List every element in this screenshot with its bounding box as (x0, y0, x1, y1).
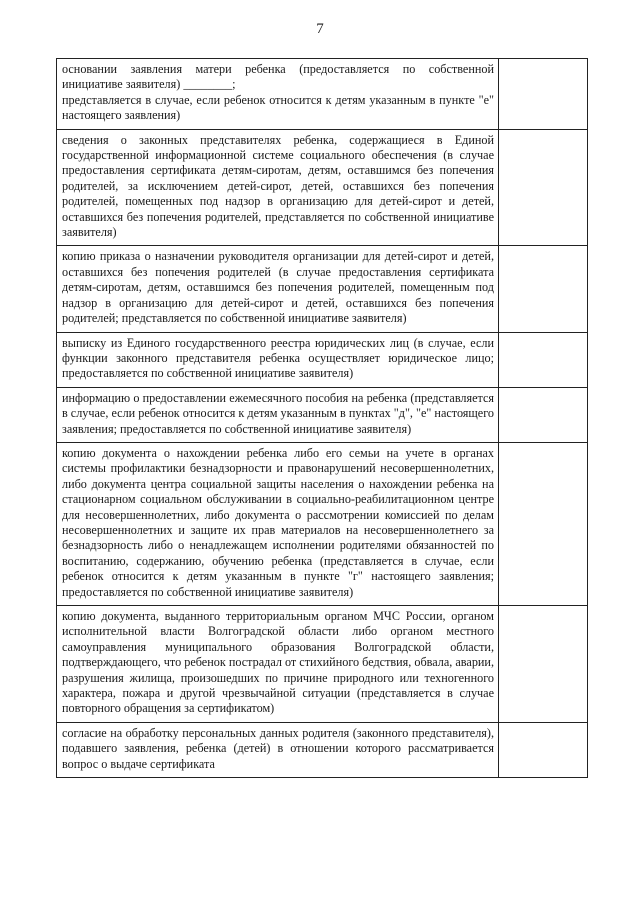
document-check-cell[interactable] (499, 129, 588, 246)
document-check-cell[interactable] (499, 332, 588, 387)
document-check-cell[interactable] (499, 59, 588, 130)
document-check-cell[interactable] (499, 246, 588, 332)
description-text: копию документа о нахождении ребенка либо его семьи на учете в органах системы профилактики безнадзорности и правонарушений несовершеннолетних, либо документа центра социальной защиты населения о нахождении ребенка на стационарном социальном обслуживании в социально-реабилитационном центре для несовершеннолетних, либо документа о рассмотрении комиссией по делам несовершеннолетних и защите их прав материалов на несовершеннолетнего за безнадзорность либо о ненадлежащем исполнении родителями обязанностей по воспитанию, содержанию, обучению ребенка (представляется в случае, если ребенок относится к детям указанным в пункте "г" настоящего заявления; предоставляется по собственной инициативе заявителя) (62, 445, 494, 599)
table-row (57, 246, 588, 332)
table-row (57, 129, 588, 246)
document-description-cell (57, 387, 499, 442)
description-text: выписку из Единого государственного реестра юридических лиц (в случае, если функции законного представителя ребенка осуществляет юридическое лицо; предоставляется по собственной инициативе заявителя) (62, 335, 494, 381)
table-row (57, 59, 588, 130)
document-description-cell (57, 442, 499, 605)
table-row (57, 387, 588, 442)
description-text: согласие на обработку персональных данных родителя (законного представителя), подавшего заявления, ребенка (детей) в отношении которого рассматривается вопрос о выдаче сертификата (62, 725, 494, 771)
document-description-cell (57, 722, 499, 777)
description-text: копию приказа о назначении руководителя организации для детей-сирот и детей, оставшихся без попечения родителей (в случае предоставления сертификата детям-сиротам, детям, оставшимся без попечения родителей, помещенным под надзор в организацию для детей-сирот и детей, оставшихся без попечения родителей; представляется по собственной инициативе заявителя) (62, 249, 494, 326)
description-text: основании заявления матери ребенка (предоставляется по собственной инициативе заявителя) ________; (62, 62, 494, 92)
page-number: 7 (316, 21, 324, 37)
table-row (57, 606, 588, 723)
document-description-cell (57, 59, 499, 130)
document-description-cell (57, 129, 499, 246)
description-text: представляется в случае, если ребенок относится к детям указанным в пункте "е" настоящего заявления) (62, 92, 494, 123)
description-text: копию документа, выданного территориальным органом МЧС России, органом исполнительной власти Волгоградской области либо органом местного самоуправления муниципального образования Волгоградской области, подтверждающего, что ребенок пострадал от стихийного бедствия, обвала, аварии, разрушения жилища, произошедших по причине природного или техногенного характера, пожара и другой чрезвычайной ситуации (представляется в случае повторного обращения за сертификатом) (62, 609, 494, 716)
document-check-cell[interactable] (499, 442, 588, 605)
document-check-cell[interactable] (499, 606, 588, 723)
table-row (57, 332, 588, 387)
documents-table (56, 58, 588, 778)
document-check-cell[interactable] (499, 387, 588, 442)
document-description-cell (57, 606, 499, 723)
document-description-cell (57, 332, 499, 387)
document-description-cell (57, 246, 499, 332)
description-text: сведения о законных представителях ребенка, содержащиеся в Единой государственной информационной системе социального обеспечения (в случае предоставления сертификата детям-сиротам, детям, оставшимся без попечения родителей, за исключением детей-сирот, детей, оставшихся без попечения родителей, помещенных под надзор в организацию для детей-сирот и детей, оставшихся без попечения родителей, представляется по собственной инициативе заявителя) (62, 132, 494, 240)
table-row (57, 442, 588, 605)
description-text: информацию о предоставлении ежемесячного пособия на ребенка (представляется в случае, если ребенок относится к детям указанным в пунктах "д", "е" настоящего заявления; предоставляется по собственной инициативе заявителя) (62, 390, 494, 436)
table-row (57, 722, 588, 777)
document-check-cell[interactable] (499, 722, 588, 777)
